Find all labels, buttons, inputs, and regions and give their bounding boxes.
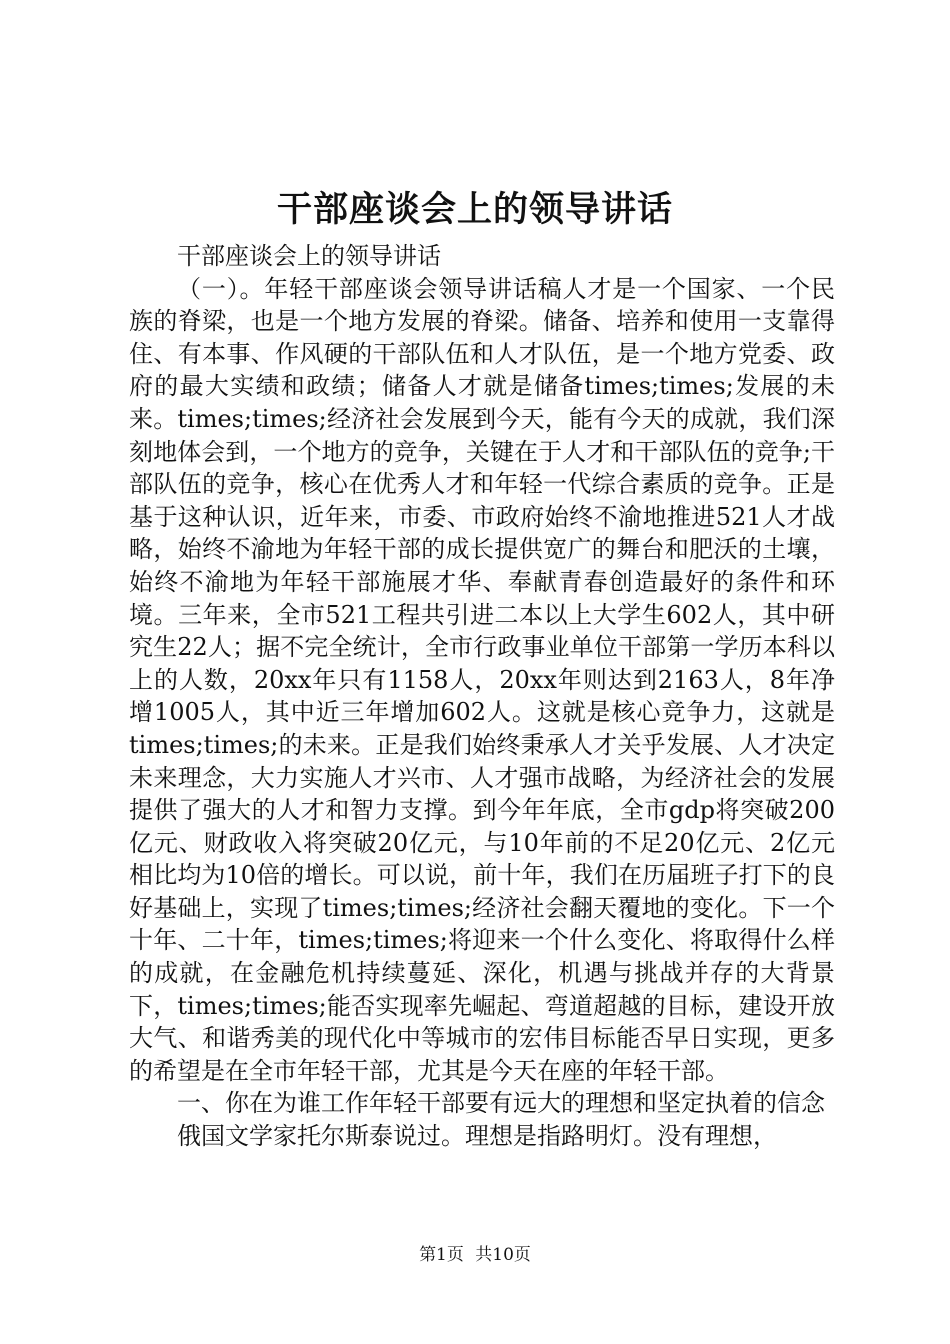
paragraph-main: （一）。年轻干部座谈会领导讲话稿人才是一个国家、一个民族的脊梁，也是一个地方发展的脊梁。储备、培养和使用一支靠得住、有本事、作风硬的干部队伍和人才队伍，是一个地方党委、政府的最大实绩和政绩；储备人才就是储备times;times;发展的未来。times;times;经济社会发展到今天，能有今天的成就，我们深刻地体会到，一个地方的竞争，关键在于人才和干部队伍的竞争;干部队伍的竞争，核心在优秀人才和年轻一代综合素质的竞争。正是基于这种认识，近年来，市委、市政府始终不渝地推进521人才战略，始终不渝地为年轻干部的成长提供宽广的舞台和肥沃的土壤，始终不渝地为年轻干部施展才华、奉献青春创造最好的条件和环境。三年来，全市521工程共引进二本以上大学生602人，其中研究生22人；据不完全统计，全市行政事业单位干部第一学历本科以上的人数，20xx年只有1158人，20xx年则达到2163人，8年净增1005人，其中近三年增加602人。这就是核心竞争力，这就是times;times;的未来。正是我们始终秉承人才关乎发展、人才决定未来理念，大力实施人才兴市、人才强市战略，为经济社会的发展提供了强大的人才和智力支撑。到今年年底，全市gdp将突破200亿元、财政收入将突破20亿元，与10年前的不足20亿元、2亿元相比均为10倍的增长。可以说，前十年，我们在历届班子打下的良好基础上，实现了times;times;经济社会翻天覆地的变化。下一个十年、二十年，times;times;将迎来一个什么变化、将取得什么样的成就，在金融危机持续蔓延、深化，机遇与挑战并存的大背景下，times;times;能否实现率先崛起、弯道超越的目标，建设开放大气、和谐秀美的现代化中等城市的宏伟目标能否早日实现，更多的希望是在全市年轻干部，尤其是今天在座的年轻干部。 (129, 274, 835, 1085)
paragraph-section-heading: 一、你在为谁工作年轻干部要有远大的理想和坚定执着的信念 (177, 1089, 825, 1118)
paragraph-subtitle: 干部座谈会上的领导讲话 (177, 242, 441, 270)
page-footer (0, 1244, 950, 1266)
document-body (129, 240, 835, 1153)
page-total: 共10页 (475, 1245, 531, 1265)
document-title: 干部座谈会上的领导讲话 (276, 189, 673, 230)
paragraph-continuation: 俄国文学家托尔斯泰说过。理想是指路明灯。没有理想， (177, 1122, 777, 1151)
page-number: 第1页 (419, 1245, 464, 1265)
